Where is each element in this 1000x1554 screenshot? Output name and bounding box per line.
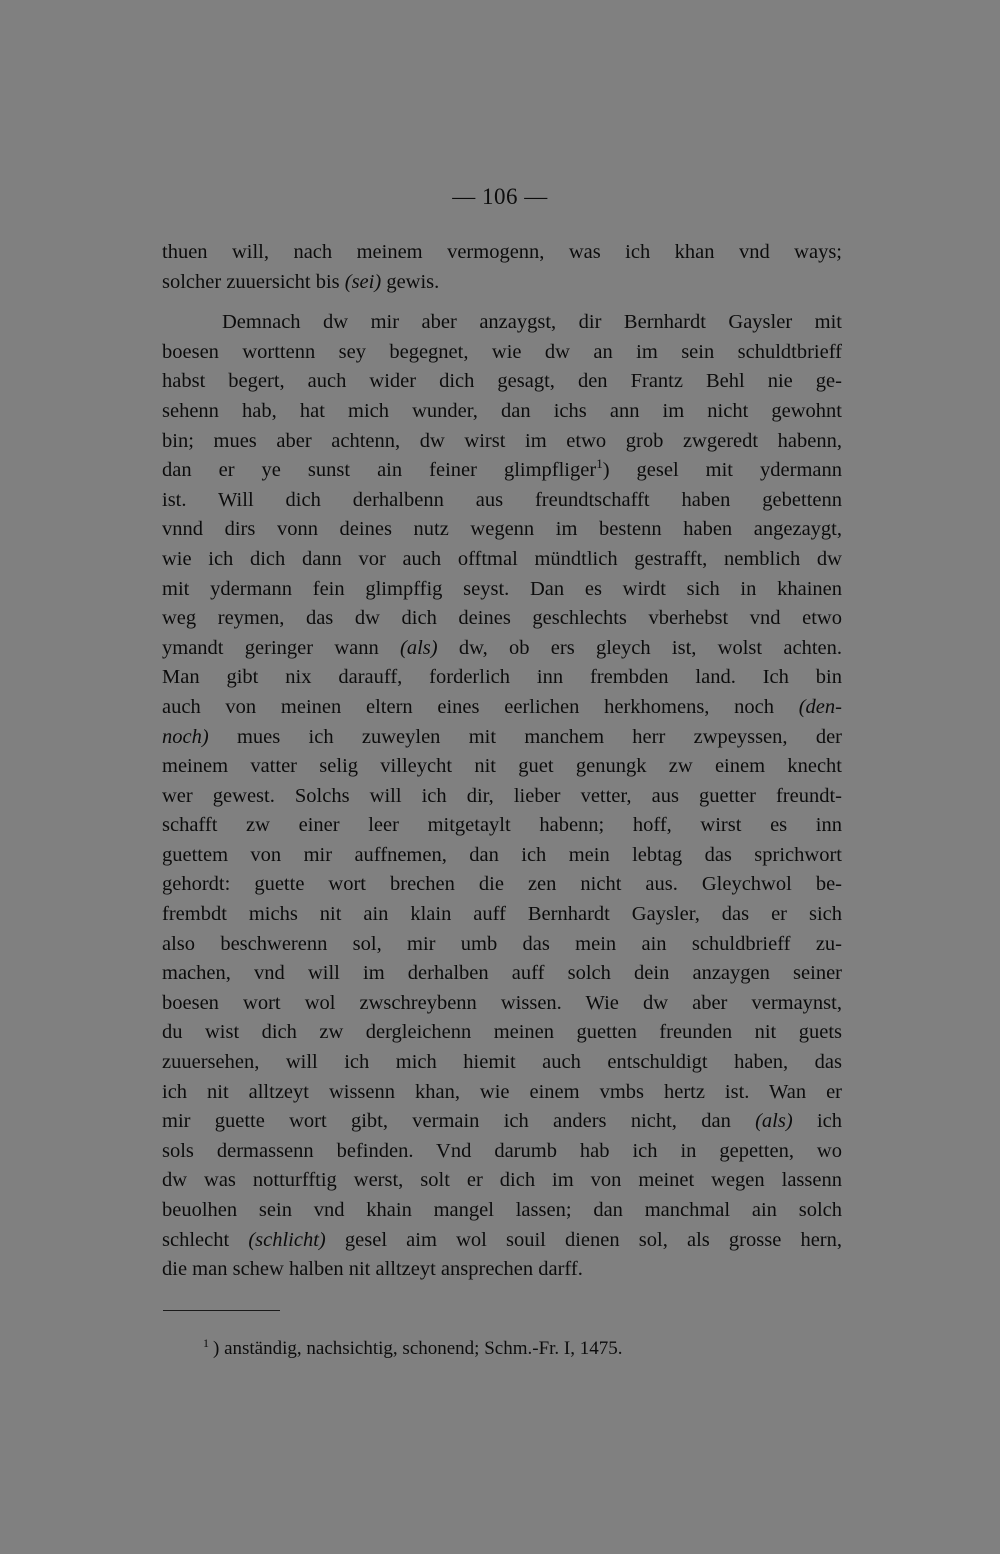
text-line: sols dermassenn befinden. Vnd darumb hab ich in gepetten, wo xyxy=(162,1139,842,1162)
text-line: die man schew halben nit alltzeyt ansprechen darff. xyxy=(162,1258,583,1281)
text-line: du wist dich zw dergleichenn meinen guetten freunden nit guets xyxy=(162,1021,842,1044)
editorial-gloss: noch) xyxy=(162,725,209,748)
text-line: machen, vnd will im derhalben auff solch dein anzaygen seiner xyxy=(162,962,842,985)
text-segment: schlecht xyxy=(162,1228,249,1251)
editorial-gloss: (schlicht) xyxy=(248,1228,326,1251)
editorial-gloss: (sei) xyxy=(344,270,382,293)
editorial-gloss: (den- xyxy=(798,695,842,718)
footnote-mark: 1 xyxy=(203,1335,209,1350)
editorial-gloss: (als) xyxy=(755,1110,793,1133)
text-segment: dan er ye sunst ain feiner glimpfliger xyxy=(162,459,597,482)
text-segment: solcher zuuersicht bis xyxy=(162,270,345,293)
text-line: sehenn hab, hat mich wunder, dan ichs ann im nicht gewohnt xyxy=(162,399,842,422)
text-line: Man gibt nix darauff, forderlich inn frembden land. Ich bin xyxy=(162,666,842,689)
text-line: boesen worttenn sey begegnet, wie dw an im sein schuldtbrieff xyxy=(162,340,842,363)
footnote-reference: 1 xyxy=(596,456,603,472)
text-line: Demnach dw mir aber anzaygst, dir Bernhardt Gaysler mit xyxy=(222,311,842,334)
text-line: weg reymen, das dw dich deines geschlechts vberhebst vnd etwo xyxy=(162,607,842,630)
text-line: boesen wort wol zwschreybenn wissen. Wie dw aber vermaynst, xyxy=(162,991,842,1014)
text-line xyxy=(162,693,842,723)
text-segment: auch von meinen eltern eines eerlichen herkhomens, noch xyxy=(162,695,799,718)
text-line: guettem von mir auffnemen, dan ich mein lebtag das sprichwort xyxy=(162,843,842,866)
text-line: bin; mues aber achtenn, dw wirst im etwo grob zwgeredt habenn, xyxy=(162,429,842,452)
text-line: dw was notturfftig werst, solt er dich im von meinet wegen lassenn xyxy=(162,1169,842,1192)
text-line: also beschwerenn sol, mir umb das mein ain schuldbrieff zu- xyxy=(162,932,842,955)
text-line: wie ich dich dann vor auch offtmal mündtlich gestrafft, nemblich dw xyxy=(162,547,842,570)
text-line: schafft zw einer leer mitgetaylt habenn; hoff, wirst es inn xyxy=(162,814,842,837)
footnote-text: ) anständig, nachsichtig, schonend; Schm.-Fr. I, 1475. xyxy=(213,1338,623,1359)
text-line xyxy=(162,1107,842,1137)
text-segment: mir guette wort gibt, vermain ich anders nicht, dan xyxy=(162,1110,756,1133)
text-line: zuuersehen, will ich mich hiemit auch entschuldigt haben, das xyxy=(162,1051,842,1074)
text-line xyxy=(162,268,842,298)
text-line: meinem vatter selig villeycht nit guet genungk zw einem knecht xyxy=(162,755,842,778)
text-line xyxy=(162,634,842,664)
text-line: gehordt: guette wort brechen die zen nicht aus. Gleychwol be- xyxy=(162,873,842,896)
text-line xyxy=(162,723,842,753)
footnote-divider xyxy=(163,1310,280,1311)
text-segment: ymandt geringer wann xyxy=(162,636,401,659)
text-segment: mues ich zuweylen mit manchem herr zwpeyssen, der xyxy=(208,725,842,748)
text-line: habst begert, auch wider dich gesagt, den Frantz Behl nie ge- xyxy=(162,370,842,393)
text-line xyxy=(162,456,842,486)
text-line: ist. Will dich derhalbenn aus freundtschafft haben gebettenn xyxy=(162,488,842,511)
text-segment: ) gesel mit ydermann xyxy=(602,459,842,482)
text-line: thuen will, nach meinem vermogenn, was ich khan vnd ways; xyxy=(162,241,842,263)
text-segment: ich xyxy=(792,1110,842,1133)
text-line xyxy=(162,1226,842,1256)
text-segment: gesel aim wol souil dienen sol, als grosse hern, xyxy=(325,1228,842,1251)
text-segment: gewis. xyxy=(381,270,440,293)
text-line: wer gewest. Solchs will ich dir, lieber vetter, aus guetter freundt- xyxy=(162,784,842,807)
text-line: mit ydermann fein glimpffig seyst. Dan es wirdt sich in khainen xyxy=(162,577,842,600)
text-segment: dw, ob ers gleych ist, wolst achten. xyxy=(437,636,842,659)
text-line: frembdt michs nit ain klain auff Bernhardt Gaysler, das er sich xyxy=(162,903,842,926)
footnote xyxy=(203,1337,623,1361)
main-text xyxy=(162,238,842,1285)
text-line: beuolhen sein vnd khain mangel lassen; dan manchmal ain solch xyxy=(162,1199,842,1221)
page-number: — 106 — xyxy=(452,184,548,209)
editorial-gloss: (als) xyxy=(400,636,438,659)
text-line: vnnd dirs vonn deines nutz wegenn im bestenn haben angezaygt, xyxy=(162,518,842,541)
text-line: ich nit alltzeyt wissenn khan, wie einem vmbs hertz ist. Wan er xyxy=(162,1080,842,1103)
